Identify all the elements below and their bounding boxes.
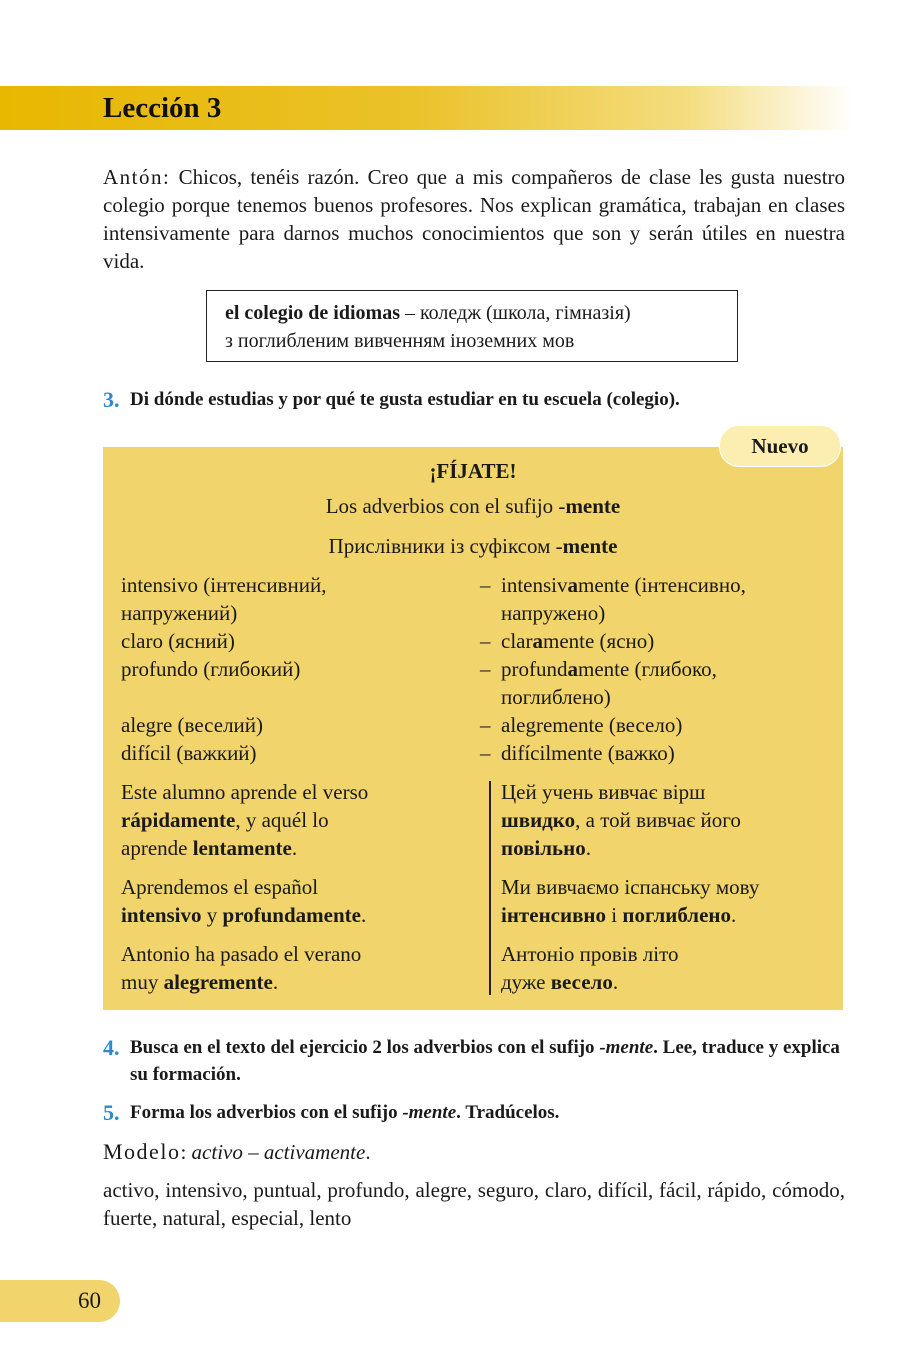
adverb-stem: intensiv xyxy=(501,573,568,597)
adjective-column xyxy=(121,571,481,767)
example-line: дуже весело. xyxy=(501,970,619,994)
example-line: Ми вивчаємо іспанську мову xyxy=(501,875,760,899)
example-line: muy alegremente. xyxy=(121,970,279,994)
vocab-definition: коледж (школа, гімназія) xyxy=(419,302,631,324)
subtitle-uk-suffix: mente xyxy=(562,534,618,558)
example-uk-2 xyxy=(501,873,841,929)
task-number: 3. xyxy=(103,387,120,412)
model-line xyxy=(103,1138,371,1166)
dialogue-line: Chicos, tenéis razón. Creo que a mis compañeros de clase les gusta xyxy=(178,165,775,189)
adverb-item-continued: напружено) xyxy=(501,601,606,625)
adjective-item: profundo (глибокий) xyxy=(121,657,301,681)
adverb-suffix: mente (ясно) xyxy=(542,629,655,653)
adjective-item xyxy=(121,683,481,711)
task-4 xyxy=(103,1034,845,1088)
task-text: Busca en el texto del ejercicio 2 los adverbios con el sufijo -mente. Lee, traduce y explica su formación. xyxy=(130,1037,840,1085)
vocab-term: el colegio de idiomas xyxy=(225,302,400,324)
speaker-name: Antón: xyxy=(103,165,171,189)
model-example: activo – activamente xyxy=(191,1140,366,1164)
example-line: повільно. xyxy=(501,836,591,860)
vocab-line-1 xyxy=(225,299,737,327)
adjective-item: напружений) xyxy=(121,601,238,625)
example-line: Aprendemos el español xyxy=(121,875,319,899)
example-es-2 xyxy=(121,873,491,929)
task-number: 4. xyxy=(103,1035,120,1060)
subtitle-es-text: Los adverbios con el sufijo - xyxy=(325,494,566,518)
adverb-stem: profund xyxy=(501,657,568,681)
example-uk-1 xyxy=(501,778,841,862)
vocab-line-2: з поглибленим вивченням іноземних мов xyxy=(225,330,575,352)
page-number-tab xyxy=(0,1280,120,1322)
example-uk-3 xyxy=(501,940,841,996)
example-line: Antonio ha pasado el verano xyxy=(121,942,362,966)
adjective-item: alegre (веселий) xyxy=(121,713,264,737)
task-text: Forma los adverbios con el sufijo -mente. Tradúcelos. xyxy=(130,1102,560,1123)
model-end: . xyxy=(365,1140,371,1164)
subtitle-uk-text: Прислівники із суфіксом - xyxy=(328,534,563,558)
subtitle-es-suffix: mente xyxy=(565,494,621,518)
example-line: швидко, а той вивчає його xyxy=(501,808,741,832)
dialogue-line: son y serán útiles en nuestra vida. xyxy=(103,221,845,273)
adverb-vowel: a xyxy=(532,629,543,653)
example-line: Este alumno aprende el verso xyxy=(121,780,369,804)
adjective-item: difícil (важкий) xyxy=(121,741,257,765)
vocab-separator: – xyxy=(399,302,420,324)
adverb-suffix: mente (глибоко, xyxy=(578,657,717,681)
example-es-1 xyxy=(121,778,491,862)
dash: – xyxy=(480,573,491,597)
example-es-3 xyxy=(121,940,491,996)
dash: – xyxy=(480,713,491,737)
vocabulary-box xyxy=(206,290,738,362)
lesson-title: Lección 3 xyxy=(103,92,222,124)
model-label: Modelo xyxy=(103,1139,181,1164)
task-text: Di dónde estudias y por qué te gusta estudiar en tu escuela (colegio). xyxy=(130,389,680,410)
task-number: 5. xyxy=(103,1100,120,1125)
adverb-item: – difícilmente (важко) xyxy=(480,741,675,765)
adverb-vowel: a xyxy=(567,657,578,681)
example-line: intensivo y profundamente. xyxy=(121,903,367,927)
adjective-item: claro (ясний) xyxy=(121,629,235,653)
dialogue-line: trabajan en clases intensivamente para darnos muchos conocimientos que xyxy=(103,193,845,245)
adverb-item-continued: поглиблено) xyxy=(501,685,611,709)
example-line: rápidamente, y aquél lo xyxy=(121,808,329,832)
grammar-subtitle-es xyxy=(103,492,843,520)
adjective-item: intensivo (інтенсивний, xyxy=(121,573,327,597)
grammar-box xyxy=(103,447,843,1010)
example-line: Антоніо провів літо xyxy=(501,942,679,966)
model-colon: : xyxy=(180,1140,192,1164)
grammar-subtitle-uk xyxy=(103,532,843,560)
dash: – xyxy=(480,657,491,681)
adverb-vowel: a xyxy=(567,573,578,597)
task-5 xyxy=(103,1099,845,1126)
adverb-suffix: mente (інтенсивно, xyxy=(578,573,746,597)
dialogue-line: nuestro colegio porque tenemos buenos profesores. Nos explican gramática, xyxy=(103,165,846,217)
adverb-item xyxy=(480,655,840,683)
page-number: 60 xyxy=(78,1288,101,1313)
adverb-column xyxy=(480,571,840,767)
adverb-stem: clar xyxy=(501,629,533,653)
example-line: інтенсивно і поглиблено. xyxy=(501,903,737,927)
adverb-item xyxy=(480,627,840,655)
adverb-item: – alegremente (весело) xyxy=(480,713,683,737)
grammar-heading: ¡FÍJATE! xyxy=(429,459,517,483)
adverb-item xyxy=(480,571,840,599)
dialogue-paragraph xyxy=(103,163,845,275)
example-line: Цей учень вивчає вірш xyxy=(501,780,706,804)
dash: – xyxy=(480,741,491,765)
example-line: aprende lentamente. xyxy=(121,836,298,860)
task-3 xyxy=(103,386,845,413)
word-list: activo, intensivo, puntual, profundo, alegre, seguro, claro, difícil, fácil, rápido, cómodo, fuerte, natural, especial, lento xyxy=(103,1178,845,1230)
dash: – xyxy=(480,629,491,653)
nuevo-tab: Nuevo xyxy=(719,425,841,467)
